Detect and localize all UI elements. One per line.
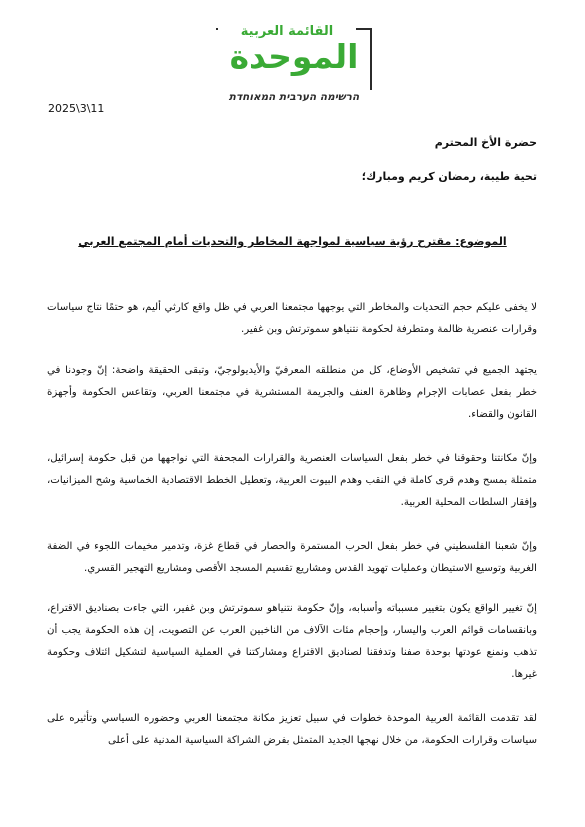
body-paragraph-3: وإنّ مكانتنا وحقوقنا في خطر بفعل السياسات العنصرية والقرارات المجحفة التي نواجهها من قبل حكومة إسرائيل، متمثلة بمسح وهدم قرى كاملة في النقب وهدم البيوت العربية، وتعطيل الخطط الاقتصادية الخماسية وشح الميزانيات، وإفقار السلطات المحلية العربية. (47, 453, 537, 508)
body-paragraph-1: لا يخفى عليكم حجم التحديات والمخاطر التي يوجهها مجتمعنا العربي في ظل واقع كارثي أليم، هو حتمًا نتاج سياسات وقرارات عنصرية ظالمة ومتطرفة لحكومة نتنياهو سموترتش وبن غفير. (47, 302, 537, 335)
body-paragraph-5: إنّ تغيير الواقع يكون بتغيير مسبباته وأسبابه، وإنّ حكومة نتنياهو سموترتش وبن غفير، التي جاءت بصناديق الاقتراع، وبانقسامات قوائم العرب واليسار، وإحجام مئات الآلاف من الناخبين العرب عن التصويت، إن هذه الحكومة يجب أن تذهب ونمنع عودتها بوحدة صفنا وتدفقنا لصناديق الاقتراع ومشاركتنا في العملية السياسية لتشكيل ائتلاف وحكومة غيرها. (47, 603, 537, 680)
subject-text: مقترح رؤية سياسية لمواجهة المخاطر والتحديات أمام المجتمع العربي (78, 235, 456, 248)
party-logo (210, 24, 378, 103)
logo-subtitle: القائمة العربية (218, 24, 356, 40)
greeting: تحية طيبة، رمضان كريم ومبارك؛ (361, 170, 537, 183)
logo-hebrew-text: הרשימה הערבית המאוחדת (210, 90, 378, 104)
body-paragraph-4: وإنّ شعبنا الفلسطيني في خطر بفعل الحرب المستمرة والحصار في قطاع غزة، وتدمير مخيمات اللجوء في الضفة الغربية وتوسيع الاستيطان وعمليات تهويد القدس ومشاريع تقسيم المسجد الأقصى ومشاريع التهجير القسري. (47, 541, 537, 574)
letter-date: 2025\3\11 (48, 102, 105, 115)
subject-line (60, 235, 525, 248)
logo-main-text: الموحدة (229, 37, 359, 76)
subject-label: الموضوع: (455, 235, 507, 248)
body-paragraph-6: لقد تقدمت القائمة العربية الموحدة خطوات في سبيل تعزيز مكانة مجتمعنا العربي وحضوره السياسي وتأثيره على سياسات وقرارات الحكومة، من خلال نهجها الجديد المتمثل بفرض الشراكة السياسية المدنية على أعلى (47, 713, 537, 746)
salutation: حضرة الأخ المحترم (434, 136, 537, 149)
body-paragraph-2: يجتهد الجميع في تشخيص الأوضاع، كل من منطلقه المعرفيّ والأيديولوجيّ، وتبقى الحقيقة واضحة: إنّ وجودنا في خطر بفعل عصابات الإجرام وظاهرة العنف والجريمة المستشرية في مجتمعنا العربي، وتقاعس الحكومة وأجهزة القانون والقضاء. (47, 365, 537, 420)
